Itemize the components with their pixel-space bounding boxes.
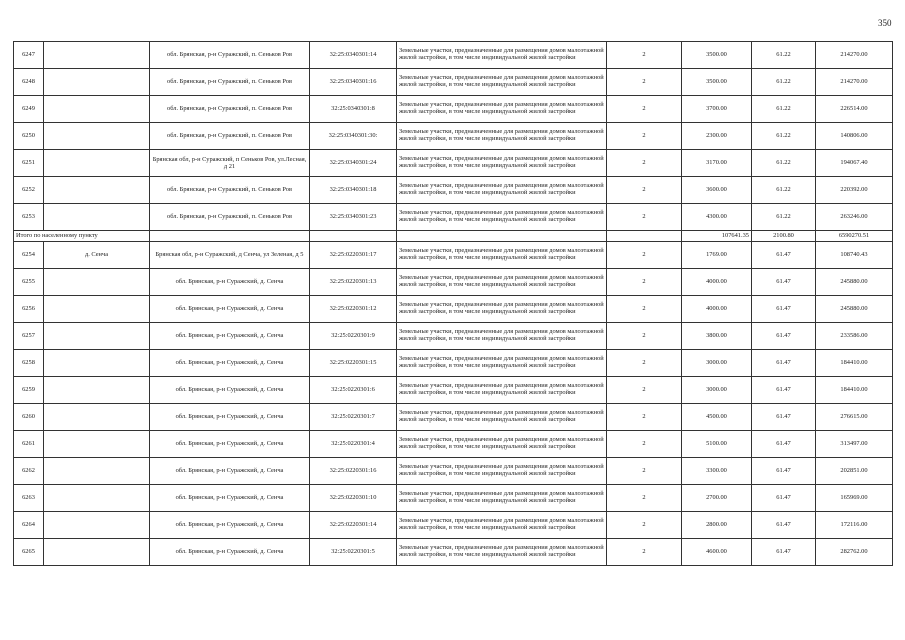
address-cell: обл. Брянская, р-н Суражский, п. Сеньков Ров: [150, 96, 310, 123]
table-row: [14, 296, 893, 323]
table-row: [14, 377, 893, 404]
area-cell: 4300.00: [682, 204, 752, 231]
cadastral-value: 202851.00: [816, 458, 893, 485]
land-use-cell: Земельные участки, предназначенные для размещения домов малоэтажной жилой застройки, в том числе индивидуальной жилой застройки: [397, 431, 607, 458]
rows-after-total: [14, 242, 893, 566]
category-cell: 2: [607, 350, 682, 377]
address-cell: Брянская обл, р-н Суражский, д Сенча, ул Зеленая, д 5: [150, 242, 310, 269]
category-cell: 2: [607, 242, 682, 269]
category-cell: 2: [607, 123, 682, 150]
area-cell: 2800.00: [682, 512, 752, 539]
table-row: [14, 150, 893, 177]
land-use-cell: Земельные участки, предназначенные для размещения домов малоэтажной жилой застройки, в том числе индивидуальной жилой застройки: [397, 512, 607, 539]
locality-cell: [44, 269, 150, 296]
cadastral-number: 32:25:0340301:23: [310, 204, 397, 231]
address-cell: обл. Брянская, р-н Суражский, п. Сеньков Ров: [150, 42, 310, 69]
category-cell: 2: [607, 512, 682, 539]
table-row: [14, 96, 893, 123]
record-number: 6259: [14, 377, 44, 404]
cadastral-value: 282762.00: [816, 539, 893, 566]
record-number: 6248: [14, 69, 44, 96]
cadastral-number: 32:25:0220301:15: [310, 350, 397, 377]
total-empty-cell: [607, 231, 682, 242]
table-row: [14, 242, 893, 269]
category-cell: 2: [607, 431, 682, 458]
area-cell: 3800.00: [682, 323, 752, 350]
area-cell: 3300.00: [682, 458, 752, 485]
land-use-cell: Земельные участки, предназначенные для размещения домов малоэтажной жилой застройки, в том числе индивидуальной жилой застройки: [397, 323, 607, 350]
area-cell: 2300.00: [682, 123, 752, 150]
category-cell: 2: [607, 204, 682, 231]
rate-cell: 61.22: [752, 123, 816, 150]
locality-cell: [44, 123, 150, 150]
category-cell: 2: [607, 296, 682, 323]
cadastral-number: 32:25:0220301:9: [310, 323, 397, 350]
rate-cell: 61.47: [752, 269, 816, 296]
cadastral-number: 32:25:0340301:24: [310, 150, 397, 177]
rate-cell: 61.22: [752, 204, 816, 231]
area-cell: 3000.00: [682, 377, 752, 404]
cadastral-number: 32:25:0220301:12: [310, 296, 397, 323]
record-number: 6251: [14, 150, 44, 177]
rate-cell: 61.47: [752, 350, 816, 377]
cadastral-number: 32:25:0220301:7: [310, 404, 397, 431]
category-cell: 2: [607, 323, 682, 350]
address-cell: обл. Брянская, р-н Суражский, д. Сенча: [150, 512, 310, 539]
rate-cell: 61.47: [752, 458, 816, 485]
address-cell: Брянская обл, р-н Суражский, п Сеньков Ров, ул.Лесная, д 21: [150, 150, 310, 177]
area-cell: 1769.00: [682, 242, 752, 269]
cadastral-number: 32:25:0220301:4: [310, 431, 397, 458]
cadastral-value: 214270.00: [816, 42, 893, 69]
category-cell: 2: [607, 404, 682, 431]
address-cell: обл. Брянская, р-н Суражский, д. Сенча: [150, 296, 310, 323]
rate-cell: 61.22: [752, 42, 816, 69]
category-cell: 2: [607, 42, 682, 69]
cadastral-number: 32:25:0220301:17: [310, 242, 397, 269]
land-registry-table: [13, 41, 893, 566]
rate-cell: 61.47: [752, 404, 816, 431]
cadastral-value: 313497.00: [816, 431, 893, 458]
locality-cell: [44, 69, 150, 96]
record-number: 6262: [14, 458, 44, 485]
cadastral-value: 108740.43: [816, 242, 893, 269]
table-row: [14, 431, 893, 458]
category-cell: 2: [607, 539, 682, 566]
address-cell: обл. Брянская, р-н Суражский, д. Сенча: [150, 377, 310, 404]
table-row: [14, 177, 893, 204]
table-row: [14, 404, 893, 431]
category-cell: 2: [607, 458, 682, 485]
cadastral-value: 245880.00: [816, 269, 893, 296]
table-row: [14, 458, 893, 485]
rate-cell: 61.47: [752, 512, 816, 539]
total-empty-cell: [310, 231, 397, 242]
land-use-cell: Земельные участки, предназначенные для размещения домов малоэтажной жилой застройки, в том числе индивидуальной жилой застройки: [397, 96, 607, 123]
address-cell: обл. Брянская, р-н Суражский, д. Сенча: [150, 323, 310, 350]
locality-cell: [44, 96, 150, 123]
cadastral-value: 140806.00: [816, 123, 893, 150]
land-use-cell: Земельные участки, предназначенные для размещения домов малоэтажной жилой застройки, в том числе индивидуальной жилой застройки: [397, 69, 607, 96]
rows-before-total: [14, 42, 893, 231]
cadastral-value: 276615.00: [816, 404, 893, 431]
table-row: [14, 42, 893, 69]
locality-cell: [44, 485, 150, 512]
category-cell: 2: [607, 177, 682, 204]
category-cell: 2: [607, 269, 682, 296]
rate-cell: 61.47: [752, 539, 816, 566]
locality-cell: [44, 42, 150, 69]
cadastral-value: 263246.00: [816, 204, 893, 231]
cadastral-number: 32:25:0220301:13: [310, 269, 397, 296]
rate-cell: 61.47: [752, 485, 816, 512]
area-cell: 5100.00: [682, 431, 752, 458]
locality-cell: [44, 377, 150, 404]
land-use-cell: Земельные участки, предназначенные для размещения домов малоэтажной жилой застройки, в том числе индивидуальной жилой застройки: [397, 269, 607, 296]
cadastral-number: 32:25:0340301:18: [310, 177, 397, 204]
cadastral-value: 214270.00: [816, 69, 893, 96]
record-number: 6250: [14, 123, 44, 150]
total-empty-cell: [397, 231, 607, 242]
cadastral-number: 32:25:0220301:10: [310, 485, 397, 512]
area-cell: 3700.00: [682, 96, 752, 123]
land-use-cell: Земельные участки, предназначенные для размещения домов малоэтажной жилой застройки, в том числе индивидуальной жилой застройки: [397, 204, 607, 231]
category-cell: 2: [607, 96, 682, 123]
locality-total-section: [14, 231, 893, 242]
table-row: [14, 204, 893, 231]
area-cell: 4500.00: [682, 404, 752, 431]
address-cell: обл. Брянская, р-н Суражский, д. Сенча: [150, 539, 310, 566]
table-row: [14, 539, 893, 566]
rate-cell: 61.22: [752, 69, 816, 96]
land-use-cell: Земельные участки, предназначенные для размещения домов малоэтажной жилой застройки, в том числе индивидуальной жилой застройки: [397, 377, 607, 404]
rate-cell: 61.47: [752, 242, 816, 269]
record-number: 6252: [14, 177, 44, 204]
address-cell: обл. Брянская, р-н Суражский, д. Сенча: [150, 431, 310, 458]
area-cell: 3000.00: [682, 350, 752, 377]
category-cell: 2: [607, 377, 682, 404]
rate-cell: 61.47: [752, 431, 816, 458]
table-row: [14, 350, 893, 377]
address-cell: обл. Брянская, р-н Суражский, п. Сеньков Ров: [150, 177, 310, 204]
cadastral-value: 165969.00: [816, 485, 893, 512]
address-cell: обл. Брянская, р-н Суражский, д. Сенча: [150, 458, 310, 485]
record-number: 6265: [14, 539, 44, 566]
address-cell: обл. Брянская, р-н Суражский, д. Сенча: [150, 269, 310, 296]
cadastral-number: 32:25:0220301:16: [310, 458, 397, 485]
record-number: 6256: [14, 296, 44, 323]
total-rate: 2100.80: [752, 231, 816, 242]
locality-cell: [44, 204, 150, 231]
cadastral-value: 245880.00: [816, 296, 893, 323]
table-row: [14, 512, 893, 539]
record-number: 6258: [14, 350, 44, 377]
category-cell: 2: [607, 69, 682, 96]
locality-total-row: [14, 231, 893, 242]
rate-cell: 61.47: [752, 377, 816, 404]
table-row: [14, 485, 893, 512]
record-number: 6249: [14, 96, 44, 123]
total-value: 6590270.51: [816, 231, 893, 242]
area-cell: 4600.00: [682, 539, 752, 566]
cadastral-number: 32:25:0220301:5: [310, 539, 397, 566]
table-row: [14, 69, 893, 96]
cadastral-value: 220392.00: [816, 177, 893, 204]
land-use-cell: Земельные участки, предназначенные для размещения домов малоэтажной жилой застройки, в том числе индивидуальной жилой застройки: [397, 177, 607, 204]
address-cell: обл. Брянская, р-н Суражский, д. Сенча: [150, 485, 310, 512]
address-cell: обл. Брянская, р-н Суражский, п. Сеньков Ров: [150, 69, 310, 96]
land-use-cell: Земельные участки, предназначенные для размещения домов малоэтажной жилой застройки, в том числе индивидуальной жилой застройки: [397, 42, 607, 69]
record-number: 6247: [14, 42, 44, 69]
area-cell: 3500.00: [682, 69, 752, 96]
land-use-cell: Земельные участки, предназначенные для размещения домов малоэтажной жилой застройки, в том числе индивидуальной жилой застройки: [397, 539, 607, 566]
page-number: 350: [878, 18, 892, 28]
cadastral-value: 226514.00: [816, 96, 893, 123]
land-use-cell: Земельные участки, предназначенные для размещения домов малоэтажной жилой застройки, в том числе индивидуальной жилой застройки: [397, 296, 607, 323]
record-number: 6263: [14, 485, 44, 512]
record-number: 6257: [14, 323, 44, 350]
cadastral-number: 32:25:0340301:14: [310, 42, 397, 69]
locality-cell: [44, 296, 150, 323]
locality-cell: [44, 458, 150, 485]
record-number: 6260: [14, 404, 44, 431]
cadastral-number: 32:25:0220301:6: [310, 377, 397, 404]
record-number: 6254: [14, 242, 44, 269]
locality-cell: [44, 539, 150, 566]
cadastral-number: 32:25:0340301:30:: [310, 123, 397, 150]
locality-cell: [44, 404, 150, 431]
cadastral-number: 32:25:0220301:14: [310, 512, 397, 539]
cadastral-value: 194067.40: [816, 150, 893, 177]
area-cell: 3170.00: [682, 150, 752, 177]
area-cell: 4000.00: [682, 296, 752, 323]
locality-cell: [44, 431, 150, 458]
cadastral-value: 184410.00: [816, 350, 893, 377]
total-label: Итого по населенному пункту: [14, 231, 150, 242]
cadastral-value: 184410.00: [816, 377, 893, 404]
address-cell: обл. Брянская, р-н Суражский, д. Сенча: [150, 350, 310, 377]
land-use-cell: Земельные участки, предназначенные для размещения домов малоэтажной жилой застройки, в том числе индивидуальной жилой застройки: [397, 458, 607, 485]
record-number: 6255: [14, 269, 44, 296]
address-cell: обл. Брянская, р-н Суражский, п. Сеньков Ров: [150, 123, 310, 150]
cadastral-number: 32:25:0340301:16: [310, 69, 397, 96]
record-number: 6261: [14, 431, 44, 458]
land-use-cell: Земельные участки, предназначенные для размещения домов малоэтажной жилой застройки, в том числе индивидуальной жилой застройки: [397, 150, 607, 177]
land-use-cell: Земельные участки, предназначенные для размещения домов малоэтажной жилой застройки, в том числе индивидуальной жилой застройки: [397, 123, 607, 150]
record-number: 6253: [14, 204, 44, 231]
locality-cell: [44, 150, 150, 177]
table-row: [14, 123, 893, 150]
rate-cell: 61.22: [752, 96, 816, 123]
locality-cell: д. Сенча: [44, 242, 150, 269]
area-cell: 3500.00: [682, 42, 752, 69]
category-cell: 2: [607, 150, 682, 177]
rate-cell: 61.47: [752, 296, 816, 323]
cadastral-value: 172116.00: [816, 512, 893, 539]
land-use-cell: Земельные участки, предназначенные для размещения домов малоэтажной жилой застройки, в том числе индивидуальной жилой застройки: [397, 242, 607, 269]
cadastral-value: 233586.00: [816, 323, 893, 350]
area-cell: 2700.00: [682, 485, 752, 512]
locality-cell: [44, 350, 150, 377]
total-area: 107641.35: [682, 231, 752, 242]
locality-cell: [44, 177, 150, 204]
land-use-cell: Земельные участки, предназначенные для размещения домов малоэтажной жилой застройки, в том числе индивидуальной жилой застройки: [397, 350, 607, 377]
locality-cell: [44, 323, 150, 350]
rate-cell: 61.22: [752, 177, 816, 204]
land-use-cell: Земельные участки, предназначенные для размещения домов малоэтажной жилой застройки, в том числе индивидуальной жилой застройки: [397, 485, 607, 512]
area-cell: 3600.00: [682, 177, 752, 204]
category-cell: 2: [607, 485, 682, 512]
land-use-cell: Земельные участки, предназначенные для размещения домов малоэтажной жилой застройки, в том числе индивидуальной жилой застройки: [397, 404, 607, 431]
rate-cell: 61.47: [752, 323, 816, 350]
area-cell: 4000.00: [682, 269, 752, 296]
locality-cell: [44, 512, 150, 539]
cadastral-number: 32:25:0340301:8: [310, 96, 397, 123]
address-cell: обл. Брянская, р-н Суражский, п. Сеньков Ров: [150, 204, 310, 231]
record-number: 6264: [14, 512, 44, 539]
table-row: [14, 269, 893, 296]
total-empty-cell: [150, 231, 310, 242]
table-row: [14, 323, 893, 350]
rate-cell: 61.22: [752, 150, 816, 177]
address-cell: обл. Брянская, р-н Суражский, д. Сенча: [150, 404, 310, 431]
